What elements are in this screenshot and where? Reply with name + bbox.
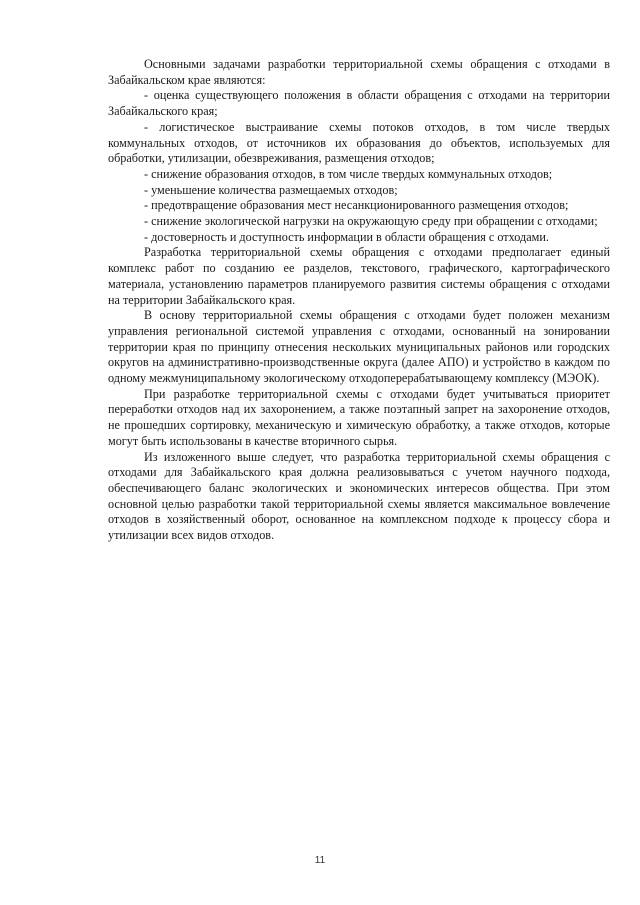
list-item: - снижение экологической нагрузки на окружающую среду при обращении с отходами; [144, 214, 598, 229]
list-item: - уменьшение количества размещаемых отходов; [144, 182, 398, 197]
body-paragraph: В основу территориальной схемы обращения с отходами будет положен механизм управления региональной системой управления с отходами, основанный на зонировании территории края по принципу отнесения нескольких муниципальных районов или городских округов на административно-производственные округа (далее АПО) и устройство в каждом по одному межмуниципальному экологическому отходоперерабатывающему комплексу (МЭОК). [108, 308, 610, 386]
body-paragraph: Из изложенного выше следует, что разработка территориальной схемы обращения с отходами для Забайкальского края должна реализовываться с учетом научного подхода, обеспечивающего баланс экологических и экономических интересов общества. При этом основной целью разработки такой территориальной схемы является максимальное вовлечение отходов в хозяйственный оборот, основанное на комплексном подходе к процессу сбора и утилизации всех видов отходов. [108, 449, 610, 543]
intro-paragraph: Основными задачами разработки территориальной схемы обращения с отходами в Забайкальском крае являются: [108, 57, 610, 87]
page-number: 11 [314, 855, 326, 866]
list-item: - снижение образования отходов, в том числе твердых коммунальных отходов; [144, 166, 553, 181]
body-paragraph: При разработке территориальной схемы с отходами будет учитываться приоритет переработки отходов над их захоронением, а также поэтапный запрет на захоронение отходов, не прошедших сортировку, механическую и химическую обработку, а также отходов, которые могут быть использованы в качестве вторичного сырья. [108, 386, 610, 448]
list-item: - предотвращение образования мест несанкционированного размещения отходов; [144, 198, 569, 213]
list-item: - логистическое выстраивание схемы потоков отходов, в том числе твердых коммунальных отходов, от источников их образования до объектов, используемых для обработки, утилизации, обезвреживания, размещения отходов; [108, 119, 610, 166]
list-item: - достоверность и доступность информации в области обращения с отходами. [144, 229, 549, 244]
document-body [108, 57, 610, 544]
body-paragraph: Разработка территориальной схемы обращения с отходами предполагает единый комплекс работ по созданию ее разделов, текстового, графического, картографического материала, установлению параметров планируемого развития системы обращения с отходами на территории Забайкальского края. [108, 245, 610, 307]
list-item: - оценка существующего положения в области обращения с отходами на территории Забайкальского края; [108, 88, 610, 119]
